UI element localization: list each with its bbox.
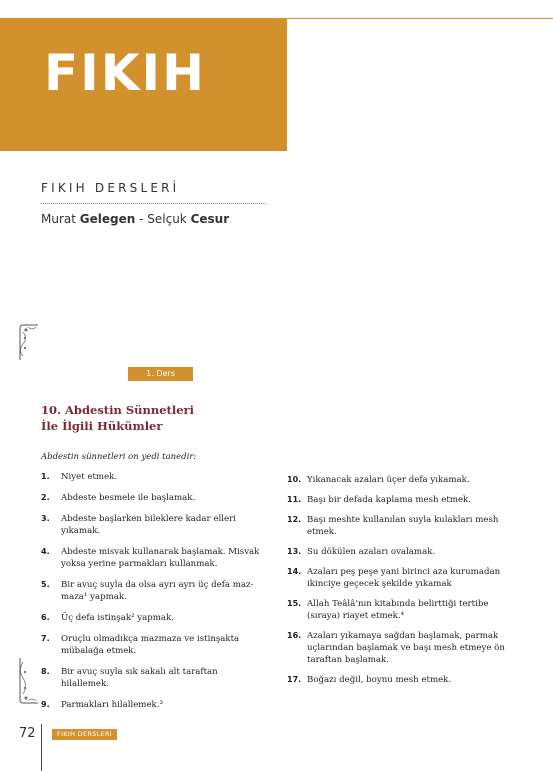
item-text: Yıkanacak azaları üçer defa yıkamak. — [307, 475, 470, 485]
intro-text: Abdestin sünnetleri on yedi tanedir: — [41, 452, 197, 462]
running-title: FIKIH DERSLERİ — [52, 729, 117, 740]
item-text: Azaları yıkamaya sağdan başlamak, parmak uçlarından başlamak ve başı mesh etmeye ön taraftan başlamak. — [307, 631, 505, 665]
item-number: 13. — [287, 547, 302, 556]
item-number: 5. — [41, 580, 50, 589]
footer-rule — [41, 724, 42, 771]
item-number: 4. — [41, 547, 50, 556]
item-text: Niyet etmek. — [61, 472, 118, 482]
corner-ornament-icon — [16, 322, 40, 362]
item-number: 17. — [287, 675, 302, 684]
item-text: Azaları peş peşe yani birinci aza kurumadan ikinciye geçecek şekilde yıkamak — [307, 567, 501, 589]
book-title: FIKIH — [44, 44, 206, 102]
header-rule — [287, 18, 553, 19]
item-number: 16. — [287, 631, 302, 640]
item-text: Oruçlu olmadıkça mazmaza ve istinşakta mübalağa etmek. — [61, 634, 240, 656]
sunnets-list-right — [287, 474, 512, 694]
author-last-name: Cesur — [190, 212, 230, 226]
list-item — [287, 630, 512, 666]
header-banner — [0, 18, 287, 151]
item-number: 7. — [41, 634, 50, 643]
list-item — [287, 674, 512, 686]
item-number: 3. — [41, 514, 50, 523]
corner-ornament-icon — [16, 656, 40, 706]
section-title-line: 10. Abdestin Sünnetleri — [41, 403, 194, 417]
section-title — [41, 402, 194, 434]
list-item — [41, 579, 266, 603]
item-text: Abdeste başlarken bileklere kadar elleri yıkamak. — [61, 514, 236, 536]
item-text: Başı meshte kullanılan suyla kulakları mesh etmek. — [307, 515, 499, 537]
list-item — [287, 598, 512, 622]
list-item — [41, 513, 266, 537]
list-item — [287, 474, 512, 486]
list-item — [287, 566, 512, 590]
lesson-badge: 1. Ders — [128, 367, 193, 381]
list-item — [287, 546, 512, 558]
series-title: FIKIH DERSLERİ — [41, 181, 180, 195]
list-item — [41, 699, 266, 711]
item-number: 11. — [287, 495, 302, 504]
item-number: 10. — [287, 475, 302, 484]
author-first-name: Selçuk — [147, 212, 187, 226]
list-item — [41, 471, 266, 483]
dotted-divider — [41, 203, 266, 204]
item-text: Bir avuç suyla da olsa ayrı ayrı üç defa maz-maza¹ yapmak. — [61, 580, 254, 602]
item-text: Üç defa istinşak² yapmak. — [61, 613, 174, 623]
sunnets-list-left — [41, 471, 266, 720]
item-text: Parmakları hilallemek.³ — [61, 700, 163, 710]
list-item — [41, 492, 266, 504]
item-text: Abdeste besmele ile başlamak. — [61, 493, 196, 503]
item-number: 2. — [41, 493, 50, 502]
item-number: 15. — [287, 599, 302, 608]
authors-line — [41, 212, 229, 226]
list-item — [41, 666, 266, 690]
item-text: Bir avuç suyla sık sakalı alt taraftan hilallemek. — [61, 667, 218, 689]
item-number: 1. — [41, 472, 50, 481]
item-text: Boğazı değil, boynu mesh etmek. — [307, 675, 452, 685]
author-first-name: Murat — [41, 212, 76, 226]
author-last-name: Gelegen — [79, 212, 136, 226]
author-separator: - — [135, 212, 148, 226]
item-text: Allah Teâlâ’nın kitabında belirttiği tertibe (sıraya) riayet etmek.⁴ — [307, 599, 489, 621]
list-item — [287, 514, 512, 538]
item-number: 6. — [41, 613, 50, 622]
item-text: Su dökülen azaları ovalamak. — [307, 547, 436, 557]
item-number: 12. — [287, 515, 302, 524]
item-text: Abdeste misvak kullanarak başlamak. Misvak yoksa yerine parmakları kullanmak. — [61, 547, 260, 569]
list-item — [41, 546, 266, 570]
item-number: 14. — [287, 567, 302, 576]
item-text: Başı bir defada kaplama mesh etmek. — [307, 495, 471, 505]
item-number: 9. — [41, 700, 50, 709]
item-number: 8. — [41, 667, 50, 676]
section-title-line: İle İlgili Hükümler — [41, 419, 163, 433]
list-item — [41, 633, 266, 657]
page-number: 72 — [19, 726, 36, 741]
list-item — [41, 612, 266, 624]
list-item — [287, 494, 512, 506]
